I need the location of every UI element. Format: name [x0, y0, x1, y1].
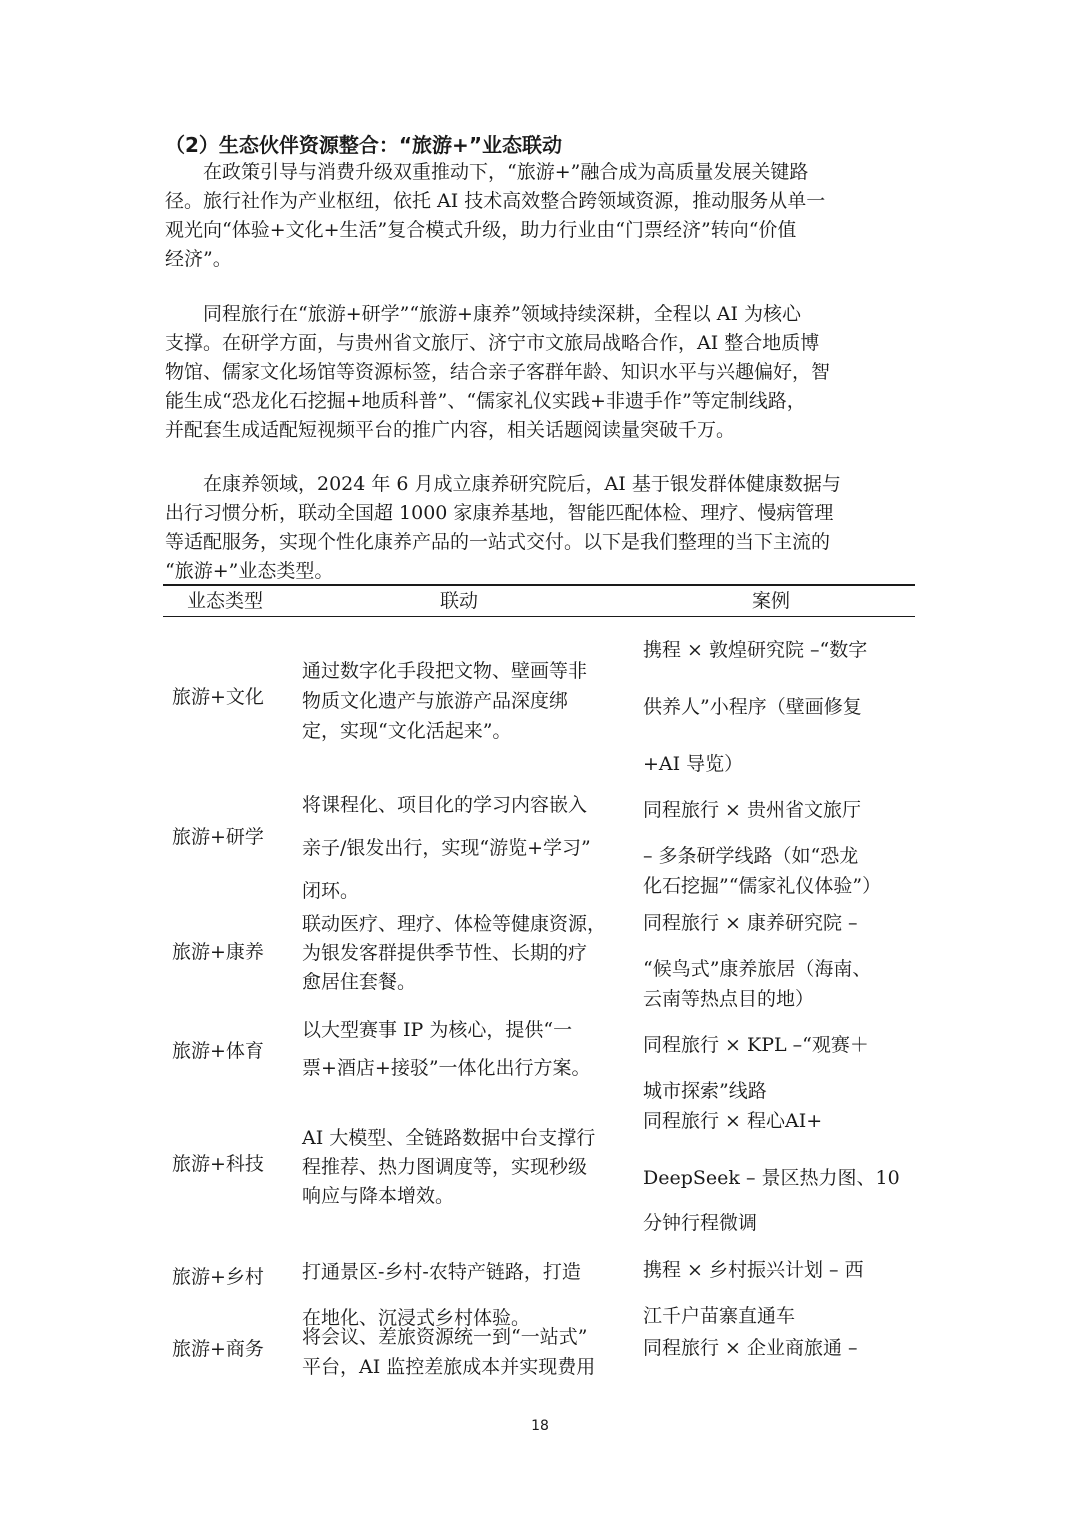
- table-cell-link: [302, 1011, 632, 1087]
- cell-line: 同程旅行 × 程心AI+: [643, 1110, 823, 1132]
- paragraph-line: 经济”。: [165, 248, 232, 270]
- cell-line: 愈居住套餐。: [302, 971, 417, 993]
- cell-line: 物质文化遗产与旅游产品深度绑: [302, 690, 569, 712]
- table-cell-link: [302, 910, 632, 997]
- cell-line: 江千户苗寨直通车: [643, 1305, 796, 1327]
- cell-line: +AI 导览）: [643, 753, 744, 775]
- cell-line: “候鸟式”康养旅居（海南、: [643, 958, 872, 980]
- cell-line: 打通景区-乡村-农特产链路，打造: [302, 1261, 581, 1283]
- table-cell-case: [643, 1022, 913, 1114]
- table-header-rule: [163, 616, 915, 617]
- cell-line: 平台，AI 监控差旅成本并实现费用: [302, 1356, 596, 1378]
- table-top-rule: [163, 584, 915, 586]
- table-cell-link: [302, 656, 632, 746]
- cell-line: 分钟行程微调: [643, 1212, 758, 1234]
- section-heading: （2）生态伙伴资源整合：“旅游+”业态联动: [165, 133, 562, 157]
- table-cell-case: [643, 795, 913, 901]
- cell-line: 为银发客群提供季节性、长期的疗: [302, 942, 588, 964]
- paragraph-line: 能生成“恐龙化石挖掘+地质科普”、“儒家礼仪实践+非遗手作”等定制线路，: [165, 390, 806, 412]
- cell-line: 城市探索”线路: [643, 1080, 767, 1102]
- paragraph-tourism-plus-intro: [165, 158, 917, 274]
- table-cell-type: 旅游+科技: [172, 1153, 264, 1175]
- cell-line: 通过数字化手段把文物、壁画等非: [302, 660, 588, 682]
- paragraph-line: 在政策引导与消费升级双重推动下，“旅游+”融合成为高质量发展关键路: [165, 161, 809, 183]
- table-header-type: 业态类型: [187, 590, 264, 612]
- paragraph-line: 同程旅行在“旅游+研学”“旅游+康养”领域持续深耕，全程以 AI 为核心: [165, 303, 802, 325]
- cell-line: 响应与降本增效。: [302, 1185, 455, 1207]
- paragraph-study-and-wellness: [165, 300, 917, 445]
- cell-line: 将会议、差旅资源统一到“一站式”: [302, 1326, 588, 1348]
- table-cell-case: [643, 1333, 913, 1363]
- paragraph-line: 并配套生成适配短视频平台的推广内容，相关话题阅读量突破千万。: [165, 419, 736, 441]
- cell-line: 以大型赛事 IP 为核心，提供“一: [302, 1019, 573, 1041]
- paragraph-line: 在康养领域，2024 年 6 月成立康养研究院后，AI 基于银发群体健康数据与: [165, 473, 841, 495]
- paragraph-line: 支撑。在研学方面，与贵州省文旅厅、济宁市文旅局战略合作，AI 整合地质博: [165, 332, 820, 354]
- table-cell-type: 旅游+体育: [172, 1040, 264, 1062]
- table-cell-case: [643, 622, 913, 793]
- paragraph-line: 物馆、儒家文化场馆等资源标签，结合亲子客群年龄、知识水平与兴趣偏好，智: [165, 361, 831, 383]
- cell-line: 化石挖掘”“儒家礼仪体验”）: [643, 875, 882, 897]
- paragraph-line: 径。旅行社作为产业枢纽，依托 AI 技术高效整合跨领域资源，推动服务从单一: [165, 190, 826, 212]
- cell-line: 同程旅行 × 贵州省文旅厅: [643, 799, 861, 821]
- table-cell-type: 旅游+乡村: [172, 1266, 264, 1288]
- table-cell-type: 旅游+研学: [172, 826, 264, 848]
- paragraph-line: 观光向“体验+文化+生活”复合模式升级，助力行业由“门票经济”转向“价值: [165, 219, 797, 241]
- cell-line: 携程 × 乡村振兴计划 – 西: [643, 1259, 864, 1281]
- table-cell-type: 旅游+商务: [172, 1338, 264, 1360]
- paragraph-line: 出行习惯分析，联动全国超 1000 家康养基地，智能匹配体检、理疗、慢病管理: [165, 502, 834, 524]
- table-cell-link: [302, 1124, 632, 1211]
- cell-line: AI 大模型、全链路数据中台支撑行: [302, 1127, 596, 1149]
- cell-line: 同程旅行 × KPL –“观赛＋: [643, 1034, 869, 1056]
- cell-line: 云南等热点目的地）: [643, 988, 815, 1010]
- cell-line: 供养人”小程序（壁画修复: [643, 696, 862, 718]
- table-cell-type: 旅游+文化: [172, 686, 264, 708]
- table-header-link: 联动: [440, 590, 479, 612]
- cell-line: 将课程化、项目化的学习内容嵌入: [302, 794, 588, 816]
- table-header-case: 案例: [752, 590, 791, 612]
- cell-line: 同程旅行 × 企业商旅通 –: [643, 1337, 858, 1359]
- paragraph-line: “旅游+”业态类型。: [165, 560, 334, 582]
- table-cell-link: [302, 1322, 632, 1382]
- paragraph-line: 等适配服务，实现个性化康养产品的一站式交付。以下是我们整理的当下主流的: [165, 531, 831, 553]
- cell-line: 携程 × 敦煌研究院 –“数字: [643, 639, 868, 661]
- table-cell-case: [643, 1247, 913, 1339]
- cell-line: 定，实现“文化活起来”。: [302, 720, 512, 742]
- cell-line: 在地化、沉浸式乡村体验。: [302, 1307, 531, 1329]
- cell-line: 亲子/银发出行，实现“游览+学习”: [302, 837, 591, 859]
- cell-line: 闭环。: [302, 880, 360, 902]
- cell-line: 联动医疗、理疗、体检等健康资源，: [302, 913, 607, 935]
- table-cell-link: [302, 784, 632, 913]
- cell-line: – 多条研学线路（如“恐龙: [643, 845, 859, 867]
- table-cell-type: 旅游+康养: [172, 941, 264, 963]
- paragraph-wellness-domain: [165, 470, 917, 586]
- table-cell-case: [643, 1106, 913, 1238]
- cell-line: 票+酒店+接驳”一体化出行方案。: [302, 1057, 591, 1079]
- cell-line: 程推荐、热力图调度等，实现秒级: [302, 1156, 588, 1178]
- table-cell-case: [643, 908, 913, 1014]
- cell-line: DeepSeek – 景区热力图、10: [643, 1167, 900, 1189]
- page-number: 18: [531, 1418, 549, 1434]
- cell-line: 同程旅行 × 康养研究院 –: [643, 912, 858, 934]
